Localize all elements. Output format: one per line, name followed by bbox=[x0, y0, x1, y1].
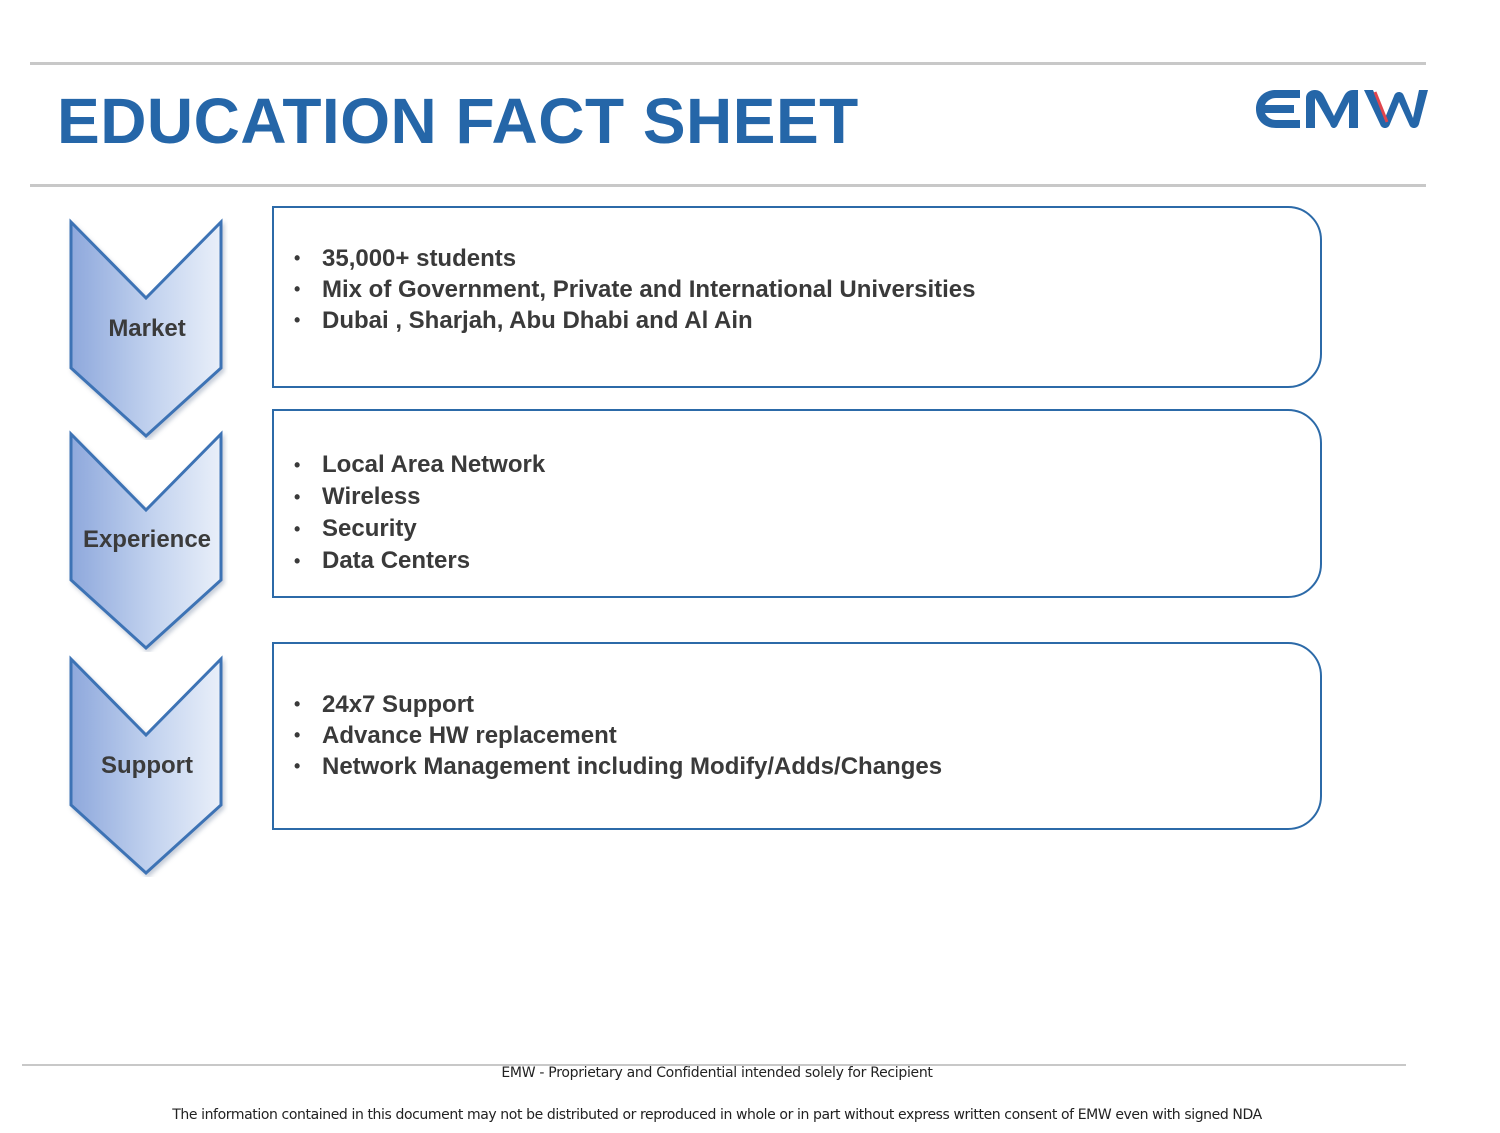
header-top-divider bbox=[30, 62, 1426, 65]
market-card bbox=[272, 206, 1322, 388]
list-item bbox=[292, 545, 545, 577]
bullet-icon: • bbox=[294, 756, 301, 776]
list-item bbox=[292, 274, 976, 305]
footer-legal-notice: The information contained in this document may not be distributed or reproduced in whole or in part without express written consent of EMW even with signed NDA bbox=[172, 1107, 1262, 1123]
list-item-text: Security bbox=[322, 515, 417, 542]
market-list bbox=[292, 243, 976, 336]
support-list bbox=[292, 689, 942, 782]
support-card bbox=[272, 642, 1322, 830]
bullet-icon: • bbox=[294, 519, 301, 539]
list-item-text: Dubai , Sharjah, Abu Dhabi and Al Ain bbox=[322, 307, 753, 334]
experience-label: Experience bbox=[82, 526, 212, 553]
list-item bbox=[292, 449, 545, 481]
experience-card bbox=[272, 409, 1322, 598]
bullet-icon: • bbox=[294, 279, 301, 299]
bullet-icon: • bbox=[294, 310, 301, 330]
list-item bbox=[292, 751, 942, 782]
footer-confidential-notice: EMW - Proprietary and Confidential intended solely for Recipient bbox=[501, 1065, 933, 1081]
list-item bbox=[292, 243, 976, 274]
market-label: Market bbox=[108, 315, 186, 342]
list-item-text: 35,000+ students bbox=[322, 245, 517, 272]
bullet-icon: • bbox=[294, 455, 301, 475]
header-bottom-divider bbox=[30, 184, 1426, 187]
list-item bbox=[292, 689, 942, 720]
list-item-text: Local Area Network bbox=[322, 451, 546, 478]
experience-list bbox=[292, 449, 545, 577]
bullet-icon: • bbox=[294, 694, 301, 714]
bullet-icon: • bbox=[294, 551, 301, 571]
support-label: Support bbox=[101, 752, 193, 779]
list-item bbox=[292, 513, 545, 545]
bullet-icon: • bbox=[294, 248, 301, 268]
list-item-text: Data Centers bbox=[322, 547, 471, 574]
list-item bbox=[292, 720, 942, 751]
list-item bbox=[292, 305, 976, 336]
emw-logo bbox=[1254, 84, 1428, 134]
page-title: EDUCATION FACT SHEET bbox=[57, 85, 859, 157]
list-item bbox=[292, 481, 545, 513]
list-item-text: 24x7 Support bbox=[322, 691, 475, 718]
bullet-icon: • bbox=[294, 725, 301, 745]
list-item-text: Mix of Government, Private and International Universities bbox=[322, 276, 976, 303]
bullet-icon: • bbox=[294, 487, 301, 507]
list-item-text: Network Management including Modify/Adds/Changes bbox=[322, 753, 943, 780]
list-item-text: Advance HW replacement bbox=[322, 722, 617, 749]
list-item-text: Wireless bbox=[322, 483, 421, 510]
